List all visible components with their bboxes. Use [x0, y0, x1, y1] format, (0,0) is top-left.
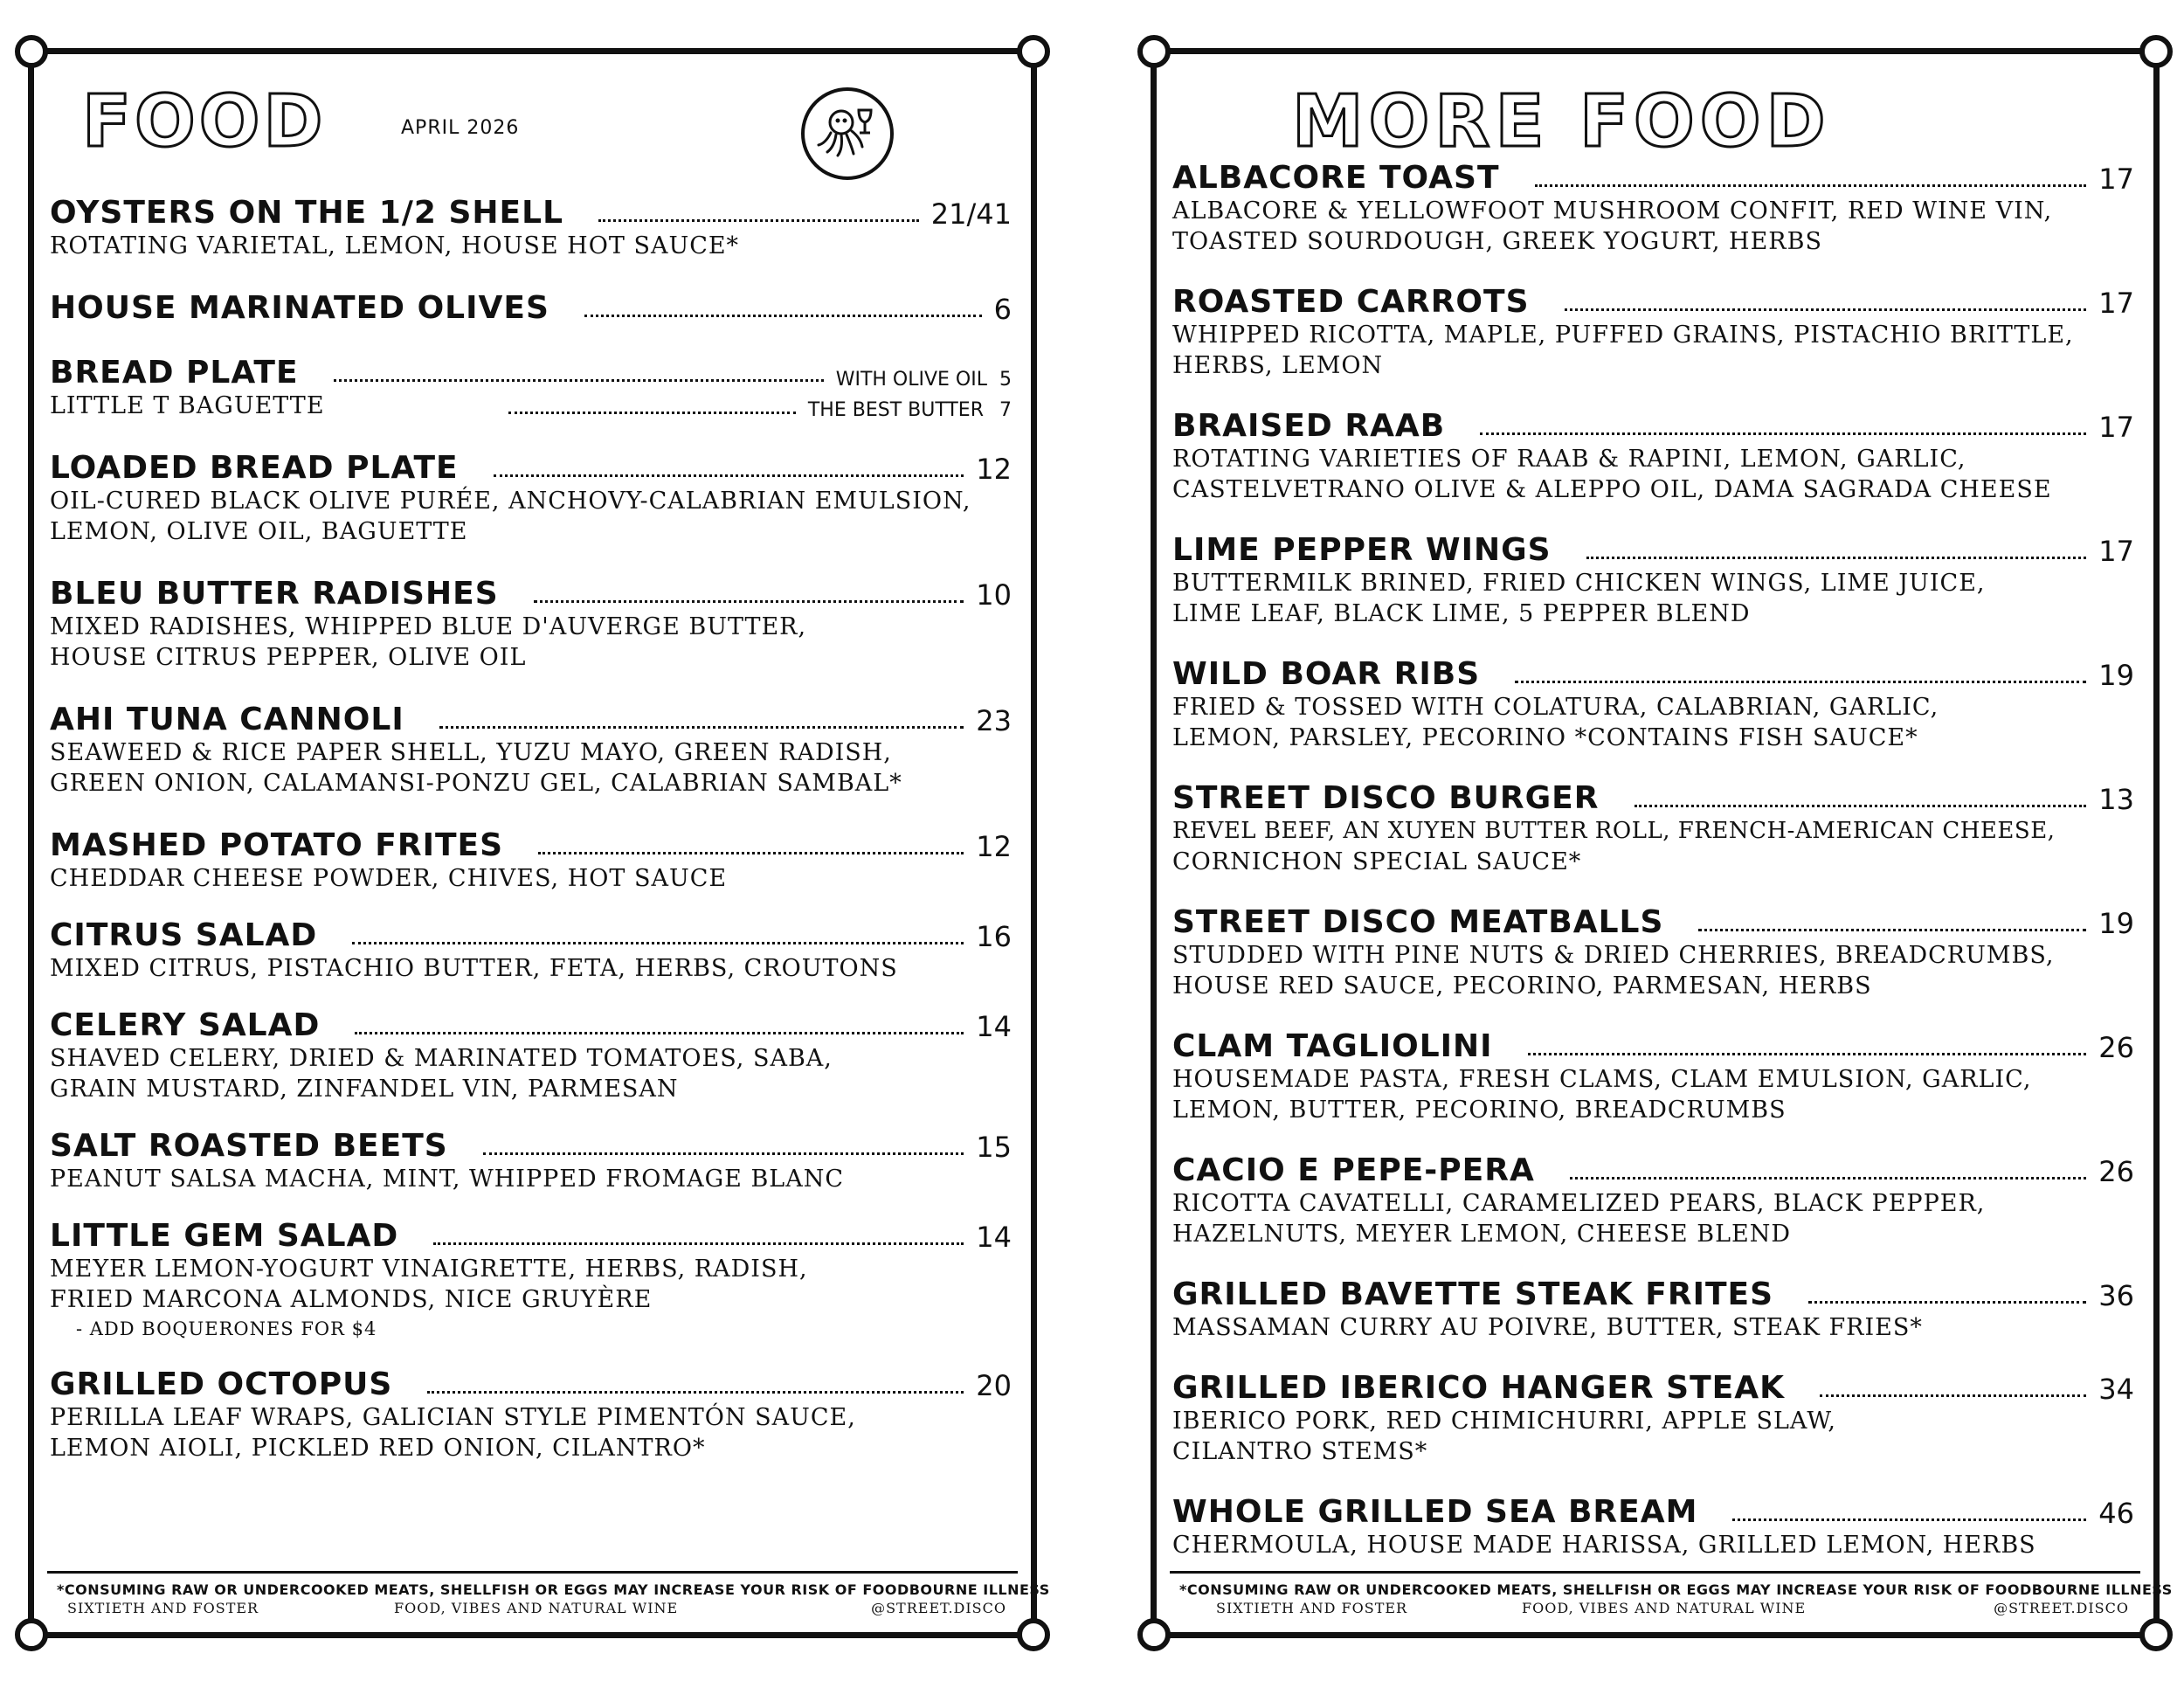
item-description: CORNICHON SPECIAL SAUCE*	[1172, 848, 1582, 875]
menu-item	[1172, 778, 2134, 877]
footer-divider	[1170, 1571, 2140, 1574]
item-name: MASHED POTATO FRITES	[50, 827, 504, 863]
item-name: GRILLED BAVETTE STEAK FRITES	[1172, 1276, 1774, 1312]
item-price: 34	[2098, 1373, 2134, 1406]
item-description: ROTATING VARIETAL, LEMON, HOUSE HOT SAUCE*	[50, 232, 740, 259]
item-description: REVEL BEEF, AN XUYEN BUTTER ROLL, FRENCH-AMERICAN CHEESE,	[1172, 818, 2056, 844]
dot-leader	[1528, 1053, 2087, 1055]
item-price: 10	[976, 578, 1012, 612]
dot-leader	[483, 1152, 964, 1155]
menu-item	[1172, 529, 2134, 629]
item-price: 21/41	[930, 197, 1012, 231]
item-description: MEYER LEMON-YOGURT VINAIGRETTE, HERBS, RADISH,	[50, 1256, 808, 1283]
menu-item	[50, 352, 1012, 421]
corner-ornament	[1017, 1618, 1050, 1651]
item-price: 15	[976, 1131, 1012, 1164]
menu-item	[1172, 1026, 2134, 1125]
item-price: 19	[2098, 907, 2134, 940]
menu-item	[1172, 281, 2134, 381]
item-name: LIME PEPPER WINGS	[1172, 532, 1552, 568]
item-name: WILD BOAR RIBS	[1172, 656, 1481, 692]
item-description: MIXED RADISHES, WHIPPED BLUE D'AUVERGE BUTTER,	[50, 613, 807, 640]
item-name: CITRUS SALAD	[50, 917, 318, 953]
corner-ornament	[1137, 35, 1171, 68]
item-description: HOUSE CITRUS PEPPER, OLIVE OIL	[50, 644, 527, 671]
item-price: 17	[2098, 163, 2134, 196]
item-price: 20	[976, 1369, 1012, 1402]
item-description: CHERMOULA, HOUSE MADE HARISSA, GRILLED LEMON, HERBS	[1172, 1532, 2036, 1559]
item-name: WHOLE GRILLED SEA BREAM	[1172, 1494, 1698, 1530]
dot-leader	[1515, 681, 2086, 683]
item-description: MIXED CITRUS, PISTACHIO BUTTER, FETA, HERBS, CROUTONS	[50, 955, 898, 982]
item-name: CLAM TAGLIOLINI	[1172, 1028, 1493, 1064]
item-price: 13	[2098, 783, 2134, 816]
menu-items-list	[50, 192, 1012, 1463]
footer-divider	[47, 1571, 1018, 1574]
item-description: LITTLE T BAGUETTE	[50, 392, 325, 419]
item-description: BUTTERMILK BRINED, FRIED CHICKEN WINGS, LIME JUICE,	[1172, 570, 1986, 597]
footer-address: SIXTIETH AND FOSTER	[1216, 1600, 1408, 1616]
menu-item	[50, 1125, 1012, 1194]
item-price: 12	[976, 453, 1012, 486]
item-description: CHEDDAR CHEESE POWDER, CHIVES, HOT SAUCE	[50, 865, 728, 892]
menu-item	[1172, 157, 2134, 257]
item-description: GRAIN MUSTARD, ZINFANDEL VIN, PARMESAN	[50, 1076, 679, 1103]
item-description: GREEN ONION, CALAMANSI-PONZU GEL, CALABRIAN SAMBAL*	[50, 770, 902, 797]
footer-handle: @STREET.DISCO	[871, 1600, 1006, 1616]
dot-leader	[1570, 1177, 2086, 1180]
item-name: BRAISED RAAB	[1172, 408, 1446, 444]
dot-leader	[494, 474, 964, 477]
item-name: ALBACORE TOAST	[1172, 160, 1500, 196]
dot-leader	[439, 726, 964, 729]
item-price: 17	[2098, 411, 2134, 444]
corner-ornament	[2139, 35, 2173, 68]
item-price: 19	[2098, 659, 2134, 692]
item-price: 23	[976, 704, 1012, 737]
menu-item	[1172, 654, 2134, 753]
dot-leader	[1586, 557, 2087, 559]
item-price: 14	[976, 1010, 1012, 1043]
item-name: GRILLED OCTOPUS	[50, 1366, 393, 1402]
menu-item	[1172, 1150, 2134, 1249]
item-description: TOASTED SOURDOUGH, GREEK YOGURT, HERBS	[1172, 228, 1822, 255]
footer-address: SIXTIETH AND FOSTER	[67, 1600, 259, 1616]
disclaimer: *CONSUMING RAW OR UNDERCOOKED MEATS, SHELLFISH OR EGGS MAY INCREASE YOUR RISK OF FOODBOURNE ILLNESS	[57, 1581, 1050, 1598]
item-description: OIL-CURED BLACK OLIVE PURÉE, ANCHOVY-CALABRIAN EMULSION,	[50, 488, 971, 515]
item-option-label: WITH OLIVE OIL	[835, 369, 987, 391]
item-name: ROASTED CARROTS	[1172, 284, 1530, 320]
item-name: LOADED BREAD PLATE	[50, 450, 459, 486]
footer-tagline: FOOD, VIBES AND NATURAL WINE	[1522, 1600, 1807, 1616]
menu-item	[1172, 1274, 2134, 1343]
item-description: LEMON, BUTTER, PECORINO, BREADCRUMBS	[1172, 1097, 1787, 1124]
dot-leader	[1535, 184, 2087, 187]
item-name: LITTLE GEM SALAD	[50, 1218, 399, 1254]
item-description: HERBS, LEMON	[1172, 352, 1384, 379]
item-option-price: 5	[999, 369, 1012, 391]
item-price: 12	[976, 830, 1012, 863]
dot-leader	[334, 379, 824, 382]
item-name: HOUSE MARINATED OLIVES	[50, 290, 549, 326]
item-description: LEMON AIOLI, PICKLED RED ONION, CILANTRO*	[50, 1435, 706, 1462]
dot-leader	[1480, 432, 2086, 435]
item-description: MASSAMAN CURRY AU POIVRE, BUTTER, STEAK FRIES*	[1172, 1314, 1923, 1341]
dot-leader	[1808, 1301, 2086, 1304]
corner-ornament	[1137, 1618, 1171, 1651]
menu-item	[50, 825, 1012, 894]
page-title: FOOD	[82, 80, 327, 163]
item-description: FRIED & TOSSED WITH COLATURA, CALABRIAN, GARLIC,	[1172, 694, 1939, 721]
item-description: LEMON, OLIVE OIL, BAGUETTE	[50, 518, 468, 545]
menu-date: APRIL 2026	[401, 117, 520, 139]
item-description: CILANTRO STEMS*	[1172, 1438, 1428, 1465]
menu-page-more-food	[1151, 48, 2173, 1638]
item-price: 46	[2098, 1497, 2134, 1530]
menu-item	[50, 1215, 1012, 1343]
item-price: 17	[2098, 535, 2134, 568]
item-description: PEANUT SALSA MACHA, MINT, WHIPPED FROMAGE BLANC	[50, 1166, 844, 1193]
menu-item	[1172, 405, 2134, 505]
footer-tagline: FOOD, VIBES AND NATURAL WINE	[394, 1600, 679, 1616]
dot-leader	[355, 1032, 964, 1034]
dot-leader	[598, 219, 919, 222]
corner-ornament	[2139, 1618, 2173, 1651]
item-description: PERILLA LEAF WRAPS, GALICIAN STYLE PIMENTÓN SAUCE,	[50, 1404, 856, 1431]
item-name: CACIO E PEPE-PERA	[1172, 1152, 1535, 1188]
item-name: STREET DISCO BURGER	[1172, 780, 1600, 816]
item-description: RICOTTA CAVATELLI, CARAMELIZED PEARS, BLACK PEPPER,	[1172, 1190, 1986, 1217]
dot-leader	[508, 412, 796, 414]
dot-leader	[427, 1391, 964, 1394]
item-description: STUDDED WITH PINE NUTS & DRIED CHERRIES, BREADCRUMBS,	[1172, 942, 2055, 969]
item-description: LIME LEAF, BLACK LIME, 5 PEPPER BLEND	[1172, 600, 1751, 627]
dot-leader	[433, 1242, 964, 1245]
corner-ornament	[1017, 35, 1050, 68]
dot-leader	[1820, 1394, 2086, 1397]
page-title: MORE FOOD	[1292, 80, 1831, 163]
dot-leader	[584, 315, 982, 317]
disclaimer: *CONSUMING RAW OR UNDERCOOKED MEATS, SHELLFISH OR EGGS MAY INCREASE YOUR RISK OF FOODBOURNE ILLNESS	[1179, 1581, 2173, 1598]
item-name: SALT ROASTED BEETS	[50, 1128, 448, 1164]
menu-item	[50, 1005, 1012, 1104]
menu-item	[50, 573, 1012, 673]
item-description: HOUSE RED SAUCE, PECORINO, PARMESAN, HERBS	[1172, 972, 1872, 1000]
dot-leader	[1698, 929, 2086, 931]
item-description: SHAVED CELERY, DRIED & MARINATED TOMATOES, SABA,	[50, 1045, 833, 1072]
item-description: FRIED MARCONA ALMONDS, NICE GRUYÈRE	[50, 1286, 653, 1313]
dot-leader	[352, 942, 964, 944]
menu-item	[50, 287, 1012, 326]
item-price: 6	[993, 293, 1012, 326]
item-description: SEAWEED & RICE PAPER SHELL, YUZU MAYO, GREEN RADISH,	[50, 739, 892, 766]
item-description: HAZELNUTS, MEYER LEMON, CHEESE BLEND	[1172, 1221, 1791, 1248]
menu-page-food	[28, 48, 1050, 1638]
item-price: 26	[2098, 1155, 2134, 1188]
octopus-logo-icon	[801, 87, 894, 180]
item-price: 14	[976, 1221, 1012, 1254]
menu-item	[50, 447, 1012, 547]
item-price: 16	[976, 920, 1012, 953]
item-description: LEMON, PARSLEY, PECORINO *CONTAINS FISH SAUCE*	[1172, 724, 1918, 751]
item-price: 36	[2098, 1279, 2134, 1312]
menu-item	[50, 192, 1012, 261]
item-option-price: 7	[999, 399, 1012, 421]
dot-leader	[1565, 308, 2087, 311]
corner-ornament	[15, 1618, 48, 1651]
menu-items-list	[1172, 157, 2134, 1560]
item-option-label: THE BEST BUTTER	[807, 399, 984, 421]
item-price: 26	[2098, 1031, 2134, 1064]
item-description: WHIPPED RICOTTA, MAPLE, PUFFED GRAINS, PISTACHIO BRITTLE,	[1172, 322, 2074, 349]
dot-leader	[538, 852, 964, 854]
dot-leader	[534, 600, 964, 603]
item-name: BLEU BUTTER RADISHES	[50, 576, 499, 612]
item-description: ROTATING VARIETIES OF RAAB & RAPINI, LEMON, GARLIC,	[1172, 446, 1966, 473]
item-name: GRILLED IBERICO HANGER STEAK	[1172, 1370, 1785, 1406]
menu-item	[1172, 902, 2134, 1001]
item-name: AHI TUNA CANNOLI	[50, 702, 404, 737]
item-name: BREAD PLATE	[50, 355, 299, 391]
menu-item	[50, 915, 1012, 984]
menu-item	[50, 1364, 1012, 1463]
item-addon: - ADD BOQUERONES FOR $4	[76, 1318, 377, 1339]
item-name: OYSTERS ON THE 1/2 SHELL	[50, 195, 564, 231]
menu-item	[50, 699, 1012, 799]
menu-item	[1172, 1367, 2134, 1467]
menu-item	[1172, 1491, 2134, 1560]
item-name: STREET DISCO MEATBALLS	[1172, 904, 1664, 940]
item-name: CELERY SALAD	[50, 1007, 321, 1043]
item-description: HOUSEMADE PASTA, FRESH CLAMS, CLAM EMULSION, GARLIC,	[1172, 1066, 2032, 1093]
item-description: IBERICO PORK, RED CHIMICHURRI, APPLE SLAW,	[1172, 1408, 1836, 1435]
footer-handle: @STREET.DISCO	[1994, 1600, 2129, 1616]
item-description: ALBACORE & YELLOWFOOT MUSHROOM CONFIT, RED WINE VIN,	[1172, 197, 2053, 225]
dot-leader	[1635, 805, 2087, 807]
item-description: CASTELVETRANO OLIVE & ALEPPO OIL, DAMA SAGRADA CHEESE	[1172, 476, 2052, 503]
dot-leader	[1732, 1519, 2086, 1521]
item-price: 17	[2098, 287, 2134, 320]
corner-ornament	[15, 35, 48, 68]
